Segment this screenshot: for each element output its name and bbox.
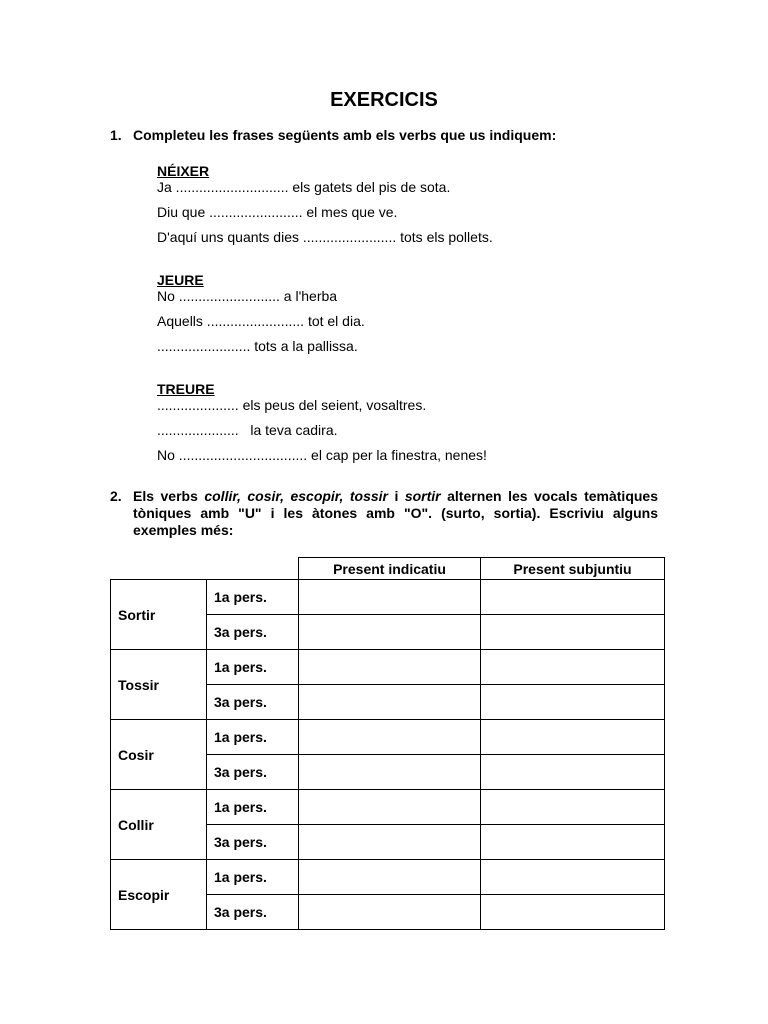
verb-heading: TREURE bbox=[157, 381, 215, 397]
exercise-2-instruction bbox=[133, 488, 658, 539]
verb-cell: Sortir bbox=[111, 580, 207, 650]
answer-cell[interactable] bbox=[481, 720, 665, 755]
answer-cell[interactable] bbox=[481, 825, 665, 860]
answer-cell[interactable] bbox=[299, 860, 481, 895]
table-row bbox=[111, 650, 665, 685]
verb-group-neixer bbox=[157, 163, 717, 245]
answer-cell[interactable] bbox=[481, 650, 665, 685]
exercise-1-instruction: Completeu les frases següents amb els verbs que us indiquem: bbox=[133, 127, 557, 143]
exercise-1-number: 1. bbox=[110, 127, 122, 143]
person-cell: 3a pers. bbox=[207, 825, 299, 860]
ex2-intro: Els verbs bbox=[133, 488, 198, 504]
person-cell: 1a pers. bbox=[207, 790, 299, 825]
answer-cell[interactable] bbox=[299, 650, 481, 685]
ex2-rest: alternen les vocals temàtiques tòniques amb "U" i les àtones amb "O". (surto, sortia). Escriviu alguns exemples més: bbox=[133, 488, 658, 538]
empty-header-cell bbox=[111, 558, 207, 580]
answer-cell[interactable] bbox=[481, 860, 665, 895]
sentence: Diu que ........................ el mes que ve. bbox=[157, 204, 398, 220]
verb-cell: Escopir bbox=[111, 860, 207, 930]
table-row bbox=[111, 580, 665, 615]
conjugation-table bbox=[110, 557, 665, 930]
verb-heading: JEURE bbox=[157, 272, 204, 288]
table-row bbox=[111, 860, 665, 895]
sentence: D'aquí uns quants dies ........................ tots els pollets. bbox=[157, 229, 493, 245]
person-cell: 3a pers. bbox=[207, 895, 299, 930]
verb-cell: Tossir bbox=[111, 650, 207, 720]
sentence: No .......................... a l'herba bbox=[157, 288, 338, 304]
exercise-2-number: 2. bbox=[110, 488, 122, 504]
answer-cell[interactable] bbox=[299, 895, 481, 930]
sentence: Aquells ......................... tot el dia. bbox=[157, 313, 365, 329]
header-present-indicatiu: Present indicatiu bbox=[299, 558, 481, 580]
ex2-and: i bbox=[394, 488, 399, 504]
person-cell: 1a pers. bbox=[207, 860, 299, 895]
sentence: ........................ tots a la pallissa. bbox=[157, 338, 358, 354]
sentence: ..................... la teva cadira. bbox=[157, 422, 338, 438]
table-header-row bbox=[111, 558, 665, 580]
answer-cell[interactable] bbox=[481, 755, 665, 790]
verb-group-jeure bbox=[157, 272, 717, 354]
verb-cell: Cosir bbox=[111, 720, 207, 790]
verb-group-treure bbox=[157, 381, 717, 463]
table-row bbox=[111, 720, 665, 755]
ex2-verbs-list: collir, cosir, escopir, tossir bbox=[204, 488, 388, 504]
person-cell: 3a pers. bbox=[207, 755, 299, 790]
answer-cell[interactable] bbox=[481, 790, 665, 825]
verb-heading: NÉIXER bbox=[157, 163, 210, 179]
verb-cell: Collir bbox=[111, 790, 207, 860]
answer-cell[interactable] bbox=[481, 895, 665, 930]
ex2-last-verb: sortir bbox=[404, 488, 441, 504]
answer-cell[interactable] bbox=[299, 685, 481, 720]
person-cell: 1a pers. bbox=[207, 580, 299, 615]
sentence: No ................................. el cap per la finestra, nenes! bbox=[157, 447, 487, 463]
sentence: Ja ............................. els gatets del pis de sota. bbox=[157, 179, 451, 195]
table-row bbox=[111, 790, 665, 825]
answer-cell[interactable] bbox=[481, 580, 665, 615]
answer-cell[interactable] bbox=[299, 790, 481, 825]
page-title: EXERCICIS bbox=[330, 89, 438, 111]
person-cell: 3a pers. bbox=[207, 615, 299, 650]
answer-cell[interactable] bbox=[299, 755, 481, 790]
answer-cell[interactable] bbox=[299, 825, 481, 860]
person-cell: 3a pers. bbox=[207, 685, 299, 720]
answer-cell[interactable] bbox=[481, 615, 665, 650]
answer-cell[interactable] bbox=[299, 615, 481, 650]
person-cell: 1a pers. bbox=[207, 650, 299, 685]
header-present-subjuntiu: Present subjuntiu bbox=[481, 558, 665, 580]
answer-cell[interactable] bbox=[299, 580, 481, 615]
sentence: ..................... els peus del seient, vosaltres. bbox=[157, 397, 427, 413]
answer-cell[interactable] bbox=[299, 720, 481, 755]
empty-header-cell bbox=[207, 558, 299, 580]
answer-cell[interactable] bbox=[481, 685, 665, 720]
person-cell: 1a pers. bbox=[207, 720, 299, 755]
